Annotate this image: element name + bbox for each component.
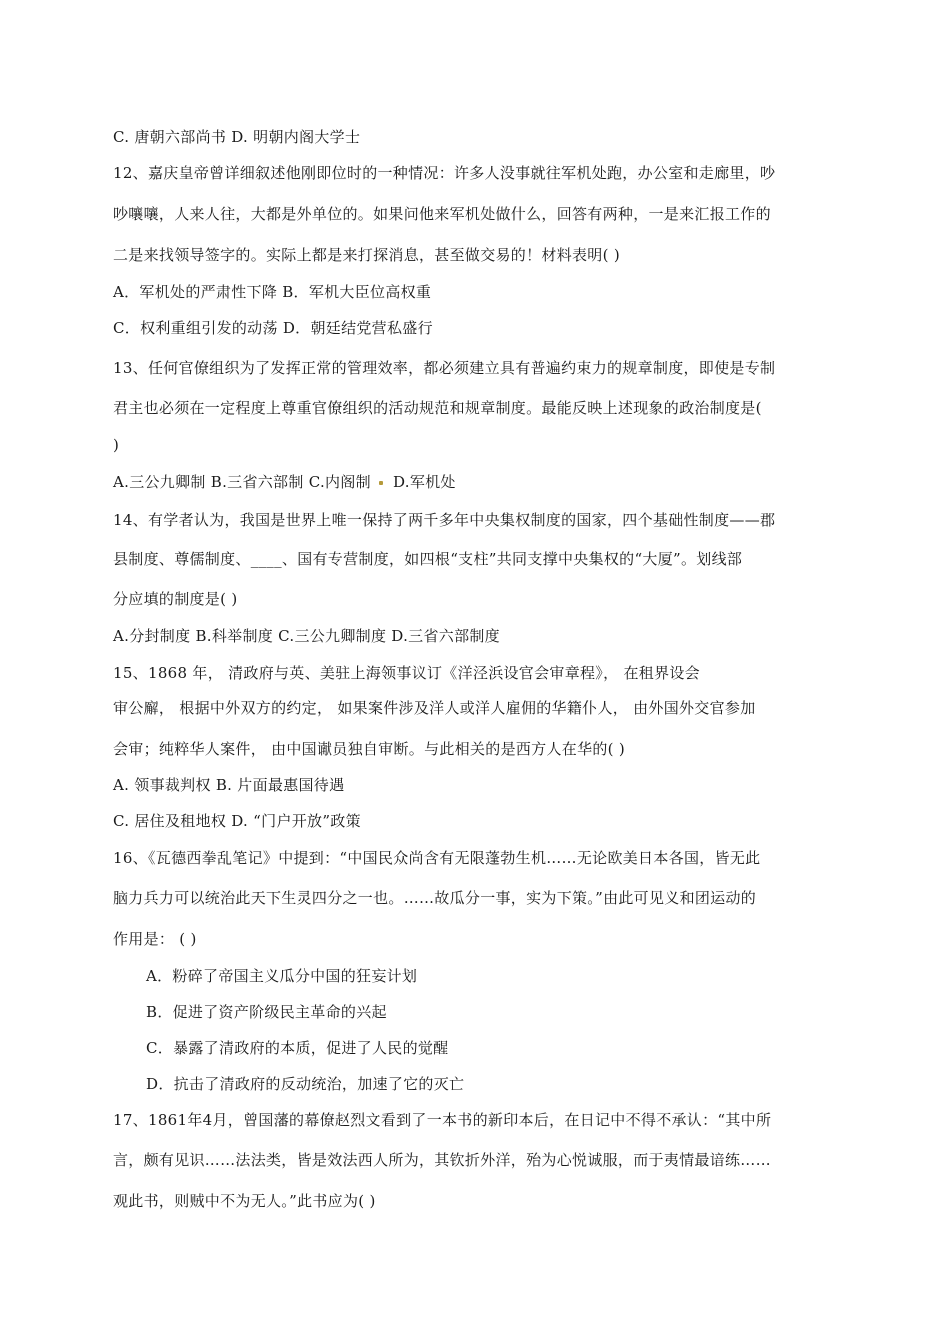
question-15-text: 15、1868 年， 清政府与英、美驻上海领事议订《洋泾浜设官会审章程》， 在租界设会	[113, 664, 700, 682]
option-line: C．权利重组引发的动荡 D．朝廷结党营私盛行	[113, 319, 433, 337]
option-line: C. 居住及租地权 D. “门户开放”政策	[113, 812, 361, 830]
question-17-text: 言，颇有见识……法法类，皆是效法西人所为，其钦折外洋，殆为心悦诚服，而于夷情最谙练……	[113, 1151, 771, 1169]
question-16-text: 作用是： ( )	[113, 930, 197, 948]
option-line: A．军机处的严肃性下降 B．军机大臣位高权重	[113, 283, 432, 301]
question-12-text: 12、嘉庆皇帝曾详细叙述他刚即位时的一种情况：许多人没事就往军机处跑，办公室和走廊里，吵	[113, 164, 776, 182]
option-line	[113, 472, 456, 492]
question-14-text: 县制度、尊儒制度、____、国有专营制度，如四根“支柱”共同支撑中央集权的“大厦”。划线部	[113, 550, 743, 568]
option-line: A. 领事裁判权 B. 片面最惠国待遇	[113, 776, 345, 794]
question-12-text: 二是来找领导签字的。实际上都是来打探消息，甚至做交易的！材料表明( )	[113, 246, 620, 264]
question-13-text: 君主也必须在一定程度上尊重官僚组织的活动规范和规章制度。最能反映上述现象的政治制度是(	[113, 399, 762, 417]
question-17-text: 观此书，则贼中不为无人。”此书应为( )	[113, 1192, 376, 1210]
question-17-text: 17、1861年4月，曾国藩的幕僚赵烈文看到了一本书的新印本后，在日记中不得不承认：“其中所	[113, 1111, 772, 1129]
option-line: C. 唐朝六部尚书 D. 明朝内阁大学士	[113, 128, 361, 146]
answer-bracket: )	[113, 436, 120, 454]
question-14-text: 14、有学者认为，我国是世界上唯一保持了两千多年中央集权制度的国家，四个基础性制度——郡	[113, 511, 776, 529]
option-line: D．抗击了清政府的反动统治，加速了它的灭亡	[146, 1075, 465, 1093]
option-line: B．促进了资产阶级民主革命的兴起	[146, 1003, 387, 1021]
question-16-text: 16、《瓦德西拳乱笔记》中提到：“中国民众尚含有无限蓬勃生机……无论欧美日本各国，皆无此	[113, 849, 761, 867]
option-line: A.分封制度 B.科举制度 C.三公九卿制度 D.三省六部制度	[113, 627, 500, 645]
question-15-text: 会审；纯粹华人案件， 由中国谳员独自审断。与此相关的是西方人在华的( )	[113, 740, 626, 758]
question-12-text: 吵嚷嚷，人来人往，大都是外单位的。如果问他来军机处做什么，回答有两种，一是来汇报工作的	[113, 205, 771, 223]
dot-mark-icon	[379, 481, 383, 485]
option-text: D.军机处	[392, 473, 456, 491]
question-15-text: 审公廨， 根据中外双方的约定， 如果案件涉及洋人或洋人雇佣的华籍仆人， 由外国外交官参加	[113, 699, 756, 717]
question-13-text: 13、任何官僚组织为了发挥正常的管理效率，都必须建立具有普遍约束力的规章制度，即使是专制	[113, 359, 776, 377]
question-16-text: 脑力兵力可以统治此天下生灵四分之一也。……故瓜分一事，实为下策。”由此可见义和团运动的	[113, 889, 757, 907]
option-line: C．暴露了清政府的本质，促进了人民的觉醒	[146, 1039, 449, 1057]
option-line: A．粉碎了帝国主义瓜分中国的狂妄计划	[146, 967, 418, 985]
question-14-text: 分应填的制度是( )	[113, 590, 238, 608]
option-text: A.三公九卿制 B.三省六部制 C.内阁制	[113, 473, 371, 491]
